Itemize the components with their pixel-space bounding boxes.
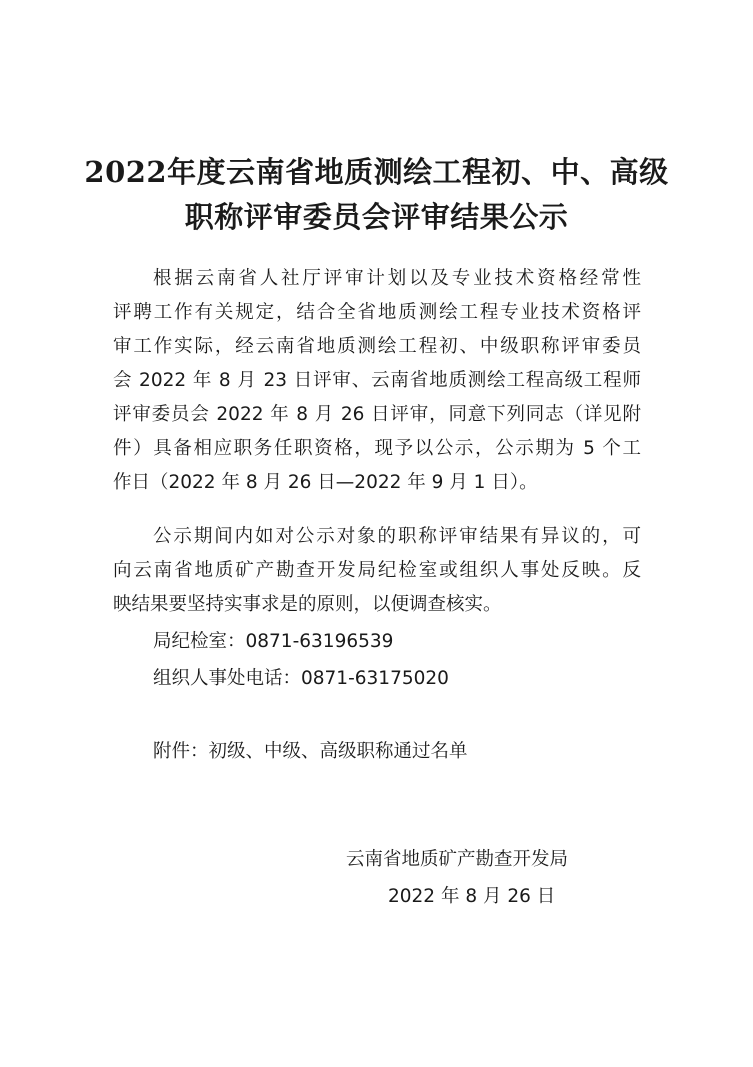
paragraph1-line: 评审委员会 2022 年 8 月 26 日评审，同意下列同志（详见附: [113, 404, 641, 425]
paragraph2-line: 映结果要坚持实事求是的原则，以便调查核实。: [113, 594, 502, 615]
contact-discipline-office: 局纪检室：0871-63196539: [153, 631, 394, 652]
paragraph1-line: 会 2022 年 8 月 23 日评审、云南省地质测绘工程高级工程师: [113, 370, 641, 391]
signature-date: 2022 年 8 月 26 日: [388, 886, 556, 907]
paragraph1-line: 作日（2022 年 8 月 26 日—2022 年 9 月 1 日）。: [113, 472, 538, 493]
signature-organization: 云南省地质矿产勘查开发局: [346, 849, 569, 870]
contact-personnel-office: 组织人事处电话：0871-63175020: [153, 668, 449, 689]
paragraph1-line: 审工作实际，经云南省地质测绘工程初、中级职称评审委员: [113, 336, 641, 357]
paragraph1-line: 评聘工作有关规定，结合全省地质测绘工程专业技术资格评: [113, 302, 641, 323]
paragraph1-line: 根据云南省人社厅评审计划以及专业技术资格经常性: [153, 268, 641, 289]
document-title-line1: 2022年度云南省地质测绘工程初、中、高级: [84, 155, 669, 189]
paragraph1-line: 件）具备相应职务任职资格，现予以公示，公示期为 5 个工: [113, 438, 641, 459]
paragraph2-line: 向云南省地质矿产勘查开发局纪检室或组织人事处反映。反: [113, 560, 641, 581]
document-title-line2: 职称评审委员会评审结果公示: [184, 200, 569, 234]
attachment-note: 附件：初级、中级、高级职称通过名单: [153, 741, 468, 762]
paragraph2-line: 公示期间内如对公示对象的职称评审结果有异议的，可: [153, 526, 641, 547]
